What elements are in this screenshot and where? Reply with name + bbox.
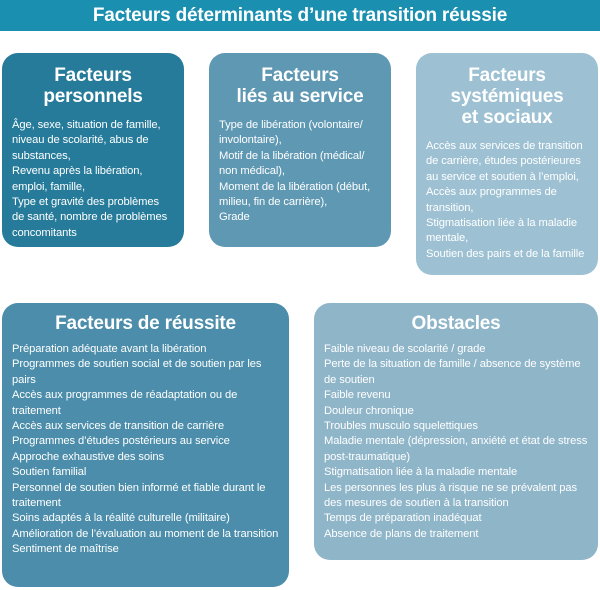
list-item: Accès aux services de transition de carrière (12, 420, 224, 433)
list-item: Faible revenu (324, 389, 391, 402)
box-title-line: liés au service (236, 86, 364, 107)
list-item: Motif de la libération (médical/ non médical), (219, 149, 365, 178)
factor-list (324, 342, 588, 542)
box-title-line: systémiques (450, 86, 564, 107)
box-title (219, 65, 381, 107)
list-item: Absence de plans de traitement (324, 527, 479, 540)
box-title (426, 65, 588, 128)
list-item: Maladie mentale (dépression, anxiété et état de stress post-traumatique) (324, 435, 588, 463)
list-item: Temps de préparation inadéquat (324, 512, 482, 525)
box-title-line: et sociaux (461, 107, 553, 128)
box-title-line: Facteurs de réussite (55, 313, 236, 334)
box-facteurs-service (209, 53, 391, 247)
factor-list (426, 139, 588, 262)
factor-list (12, 118, 174, 241)
box-title-line: Facteurs (468, 65, 546, 86)
list-item: Programmes d’études postérieurs au service (12, 435, 230, 448)
list-item: Grade (219, 211, 250, 224)
box-title (12, 65, 174, 107)
list-item: Type et gravité des problèmes de santé, nombre de problèmes concomitants (12, 196, 168, 239)
box-facteurs-reussite (2, 303, 289, 587)
list-item: Amélioration de l’évaluation au moment de la transition (12, 527, 279, 540)
list-item: Revenu après la libération, emploi, famille, (12, 165, 143, 193)
box-title-line: Obstacles (411, 313, 501, 334)
factor-list (12, 342, 279, 558)
list-item: Sentiment de maîtrise (12, 543, 119, 556)
list-item: Accès aux programmes de réadaptation ou de traitement (12, 389, 238, 417)
box-title-line: Facteurs (54, 65, 132, 86)
list-item: Personnel de soutien bien informé et fiable durant le traitement (12, 481, 266, 510)
list-item: Soutien des pairs et de la famille (426, 247, 585, 260)
list-item: Faible niveau de scolarité / grade (324, 343, 486, 355)
box-title-line: personnels (43, 86, 143, 107)
list-item: Préparation adéquate avant la libération (12, 343, 207, 355)
list-item: Type de libération (volontaire/ involontaire), (219, 119, 363, 147)
list-item: Les personnes les plus à risque ne se prévalent pas des mesures de soutien à la transition (324, 481, 577, 510)
list-item: Douleur chronique (324, 404, 414, 417)
list-item: Soutien familial (12, 466, 87, 479)
list-item: Accès aux programmes de transition, (426, 186, 557, 214)
diagram-title: Facteurs déterminants d’une transition réussie (0, 0, 600, 31)
factor-list (219, 118, 381, 226)
list-item: Programmes de soutien social et de soutien par les pairs (12, 358, 262, 386)
box-obstacles (314, 303, 598, 560)
list-item: Accès aux services de transition de carrière, études postérieures au service et soutien à l’emploi, (426, 140, 583, 183)
list-item: Stigmatisation liée à la maladie mentale (324, 466, 518, 479)
list-item: Perte de la situation de famille / absence de système de soutien (324, 358, 581, 386)
box-facteurs-personnels (2, 53, 184, 247)
list-item: Approche exhaustive des soins (12, 450, 164, 463)
box-facteurs-systemiques (416, 53, 598, 275)
list-item: Âge, sexe, situation de famille, niveau de scolarité, abus de substances, (12, 119, 161, 162)
box-title (324, 313, 588, 334)
box-title-line: Facteurs (261, 65, 339, 86)
list-item: Troubles musculo squelettiques (324, 420, 478, 433)
list-item: Stigmatisation liée à la maladie mentale, (426, 217, 578, 245)
box-title (12, 313, 279, 334)
list-item: Soins adaptés à la réalité culturelle (militaire) (12, 512, 230, 525)
list-item: Moment de la libération (début, milieu, fin de carrière), (219, 180, 371, 209)
